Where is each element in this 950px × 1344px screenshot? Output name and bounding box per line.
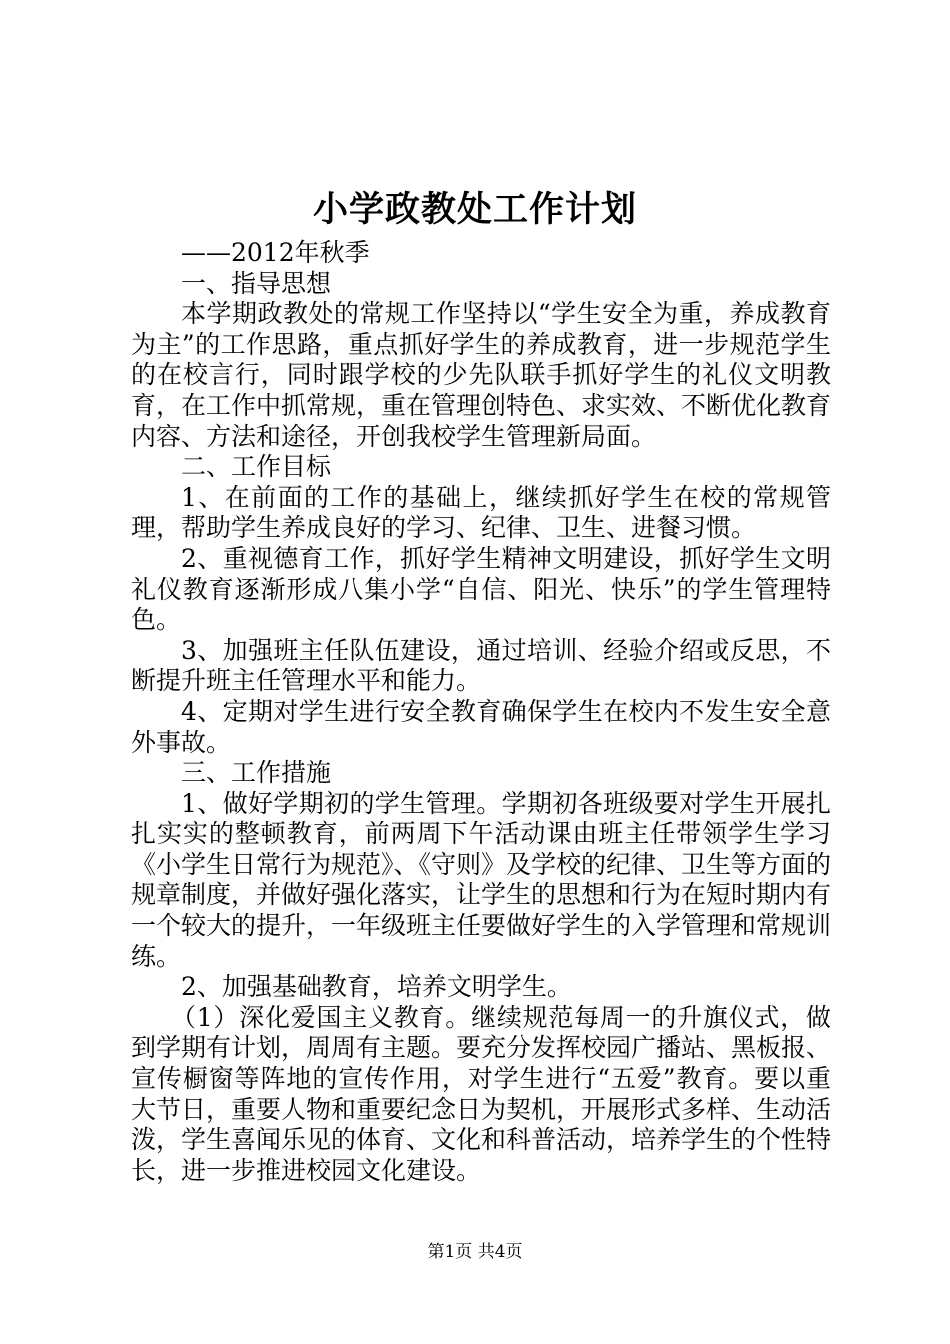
paragraph-goal-1: 1、在前面的工作的基础上，继续抓好学生在校的常规管理，帮助学生养成良好的学习、纪律、卫生、进餐习惯。 <box>131 482 831 543</box>
paragraph-goal-3: 3、加强班主任队伍建设，通过培训、经验介绍或反思，不断提升班主任管理水平和能力。 <box>131 635 831 696</box>
paragraph-measure-1: 1、做好学期初的学生管理。学期初各班级要对学生开展扎扎实实的整顿教育，前两周下午活动课由班主任带领学生学习《小学生日常行为规范》、《守则》及学校的纪律、卫生等方面的规章制度，并做好强化落实，让学生的思想和行为在短时期内有一个较大的提升，一年级班主任要做好学生的入学管理和常规训练。 <box>131 788 832 971</box>
section-heading-guiding-idea: 一、指导思想 <box>181 268 332 298</box>
paragraph-guiding-idea: 本学期政教处的常规工作坚持以“学生安全为重，养成教育为主”的工作思路，重点抓好学生的养成教育，进一步规范学生的在校言行，同时跟学校的少先队联手抓好学生的礼仪文明教育，在工作中抓常规，重在管理创特色、求实效、不断优化教育内容、方法和途径，开创我校学生管理新局面。 <box>131 299 832 451</box>
paragraph-measure-2-1: （1）深化爱国主义教育。继续规范每周一的升旗仪式，做到学期有计划，周周有主题。要充分发挥校园广播站、黑板报、宣传橱窗等阵地的宣传作用，对学生进行“五爱”教育。要以重大节日，重要人物和重要纪念日为契机，开展形式多样、生动活泼，学生喜闻乐见的体育、文化和科普活动，培养学生的个性特长，进一步推进校园文化建设。 <box>131 1002 832 1185</box>
document-title: 小学政教处工作计划 <box>312 189 637 230</box>
subtitle-season: ——2012年秋季 <box>181 238 370 267</box>
paragraph-goal-4: 4、定期对学生进行安全教育确保学生在校内不发生安全意外事故。 <box>131 696 831 757</box>
section-heading-work-measures: 三、工作措施 <box>181 758 332 788</box>
paragraph-measure-2: 2、加强基础教育，培养文明学生。 <box>181 972 572 1002</box>
page-footer: 第1页 共4页 <box>427 1242 523 1262</box>
section-heading-work-goals: 二、工作目标 <box>181 452 332 482</box>
paragraph-goal-2: 2、重视德育工作，抓好学生精神文明建设，抓好学生文明礼仪教育逐渐形成八集小学“自信、阳光、快乐”的学生管理特色。 <box>131 543 831 635</box>
document-body <box>131 238 831 1186</box>
